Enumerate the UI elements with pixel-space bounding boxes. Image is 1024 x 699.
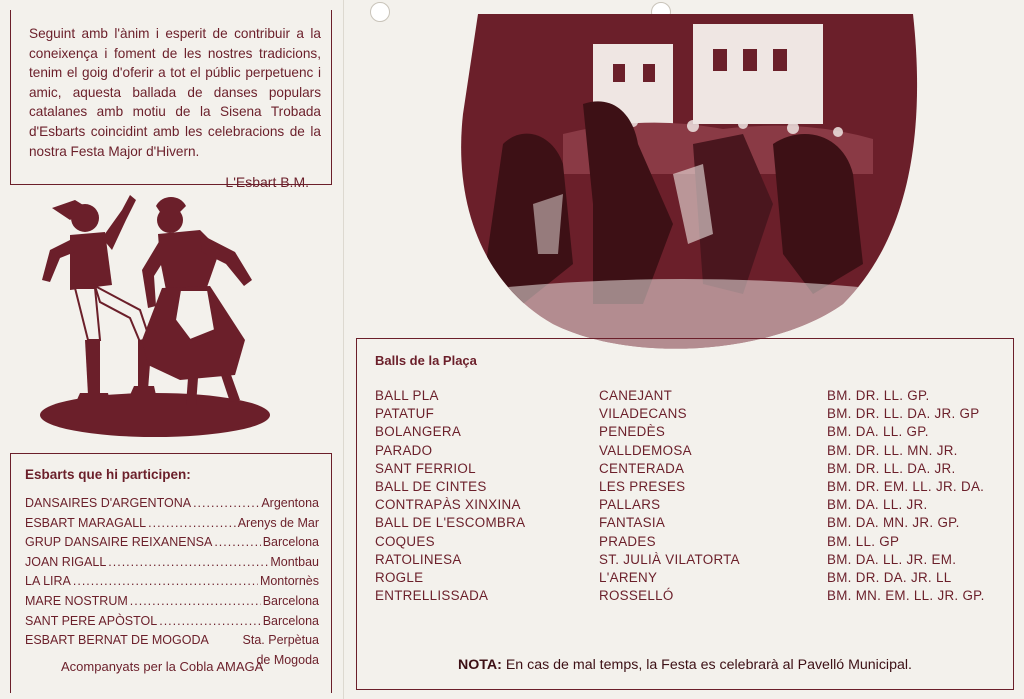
dancing-couple-illustration [30, 190, 270, 445]
dance-name: L'ARENY [599, 570, 658, 586]
dance-name: ROGLE [375, 570, 424, 586]
dance-name: PENEDÈS [599, 424, 666, 440]
participant-row [25, 572, 319, 592]
center-fold [343, 0, 344, 699]
intro-text: Seguint amb l'ànim i esperit de contribuir a la coneixença i foment de les nostres tradicions, tenim el goig d'oferir a tot el públic perpetuenc i amic, aquesta ballada de danses populars catalanes amb motiu de la Sisena Trobada d'Esbarts coincidint amb les celebracions de la nostra Festa Major d'Hivern. [29, 26, 321, 159]
note-text: En cas de mal temps, la Festa es celebrarà al Pavelló Municipal. [505, 657, 912, 673]
group-codes: BM. DR. DA. JR. LL [827, 570, 952, 586]
weather-note [357, 657, 1013, 673]
dances-title: Balls de la Plaça [375, 353, 477, 368]
punch-hole [370, 2, 390, 22]
group-codes: BM. DR. LL. GP. [827, 388, 930, 403]
female-dancer [142, 197, 252, 405]
dance-names-column-2 [599, 387, 740, 605]
group-codes: BM. DR. LL. DA. JR. GP [827, 406, 980, 422]
dance-name: COQUES [375, 533, 435, 549]
dance-name: PARADO [375, 442, 433, 458]
group-codes: BM. MN. EM. LL. JR. GP. [827, 588, 985, 604]
participant-row [25, 553, 319, 573]
group-place: Barcelona [262, 593, 319, 608]
group-place: Barcelona [262, 613, 319, 628]
note-label: NOTA: [458, 657, 502, 673]
dance-name: CENTERADA [599, 460, 685, 476]
group-place: Montornès [259, 574, 319, 589]
participant-row [25, 494, 319, 514]
group-codes: BM. DR. LL. MN. JR. [827, 442, 958, 458]
group-name: LA LIRA [25, 574, 71, 589]
dance-names-column-1 [375, 387, 525, 605]
dance-name: SANT FERRIOL [375, 460, 476, 476]
group-codes: BM. DA. MN. JR. GP. [827, 515, 960, 531]
dance-name: ST. JULIÀ VILATORTA [599, 551, 740, 567]
participants-title: Esbarts que hi participen: [25, 467, 191, 482]
group-codes: BM. LL. GP [827, 533, 900, 549]
dance-name: VILADECANS [599, 406, 687, 422]
group-codes: BM. DA. LL. JR. [827, 497, 928, 513]
group-codes-column [827, 387, 985, 605]
intro-box [10, 10, 332, 190]
dance-name: CONTRAPÀS XINXINA [375, 497, 521, 513]
accompaniment-text: Acompanyats per la Cobla AMAGA [61, 659, 264, 674]
group-name: ESBART BERNAT DE MOGODA [25, 633, 209, 648]
participants-box [10, 453, 332, 693]
group-codes: BM. DR. LL. DA. JR. [827, 460, 956, 476]
dance-name: ROSSELLÓ [599, 588, 674, 604]
dance-name: ENTRELLISSADA [375, 588, 489, 604]
group-codes: BM. DA. LL. GP. [827, 424, 929, 440]
dance-name: BALL PLA [375, 388, 439, 403]
dance-name: RATOLINESA [375, 551, 462, 567]
signature: L'Esbart B.M. [225, 174, 309, 190]
group-place: Sta. Perpètua [242, 633, 319, 648]
dance-name: BALL DE L'ESCOMBRA [375, 515, 526, 531]
group-place: Montbau [270, 554, 319, 569]
participant-row [25, 592, 319, 612]
dance-name: PATATUF [375, 406, 435, 422]
building [693, 24, 823, 124]
town-square-dance-illustration [443, 4, 923, 359]
group-place-continued: de Mogoda [256, 652, 319, 667]
dance-name: PALLARS [599, 497, 661, 513]
dance-name: FANTASIA [599, 515, 666, 531]
group-place: Barcelona [262, 535, 319, 550]
participant-row [25, 514, 319, 534]
dance-name: BOLANGERA [375, 424, 462, 440]
participant-row [25, 533, 319, 553]
group-name: DANSAIRES D'ARGENTONA [25, 496, 192, 510]
dance-name: PRADES [599, 533, 656, 549]
group-name: MARE NOSTRUM [25, 593, 128, 608]
participants-list [25, 494, 319, 670]
group-place: Argentona [261, 496, 319, 510]
group-name: SANT PERE APÒSTOL [25, 613, 158, 628]
group-name: ESBART MARAGALL [25, 515, 147, 530]
group-name: GRUP DANSAIRE REIXANENSA [25, 535, 213, 550]
group-name: JOAN RIGALL [25, 554, 107, 569]
participant-row [25, 612, 319, 632]
group-codes: BM. DR. EM. LL. JR. DA. [827, 479, 985, 495]
male-dancer [42, 195, 156, 402]
dances-box [356, 338, 1014, 690]
dance-name: LES PRESES [599, 479, 686, 495]
dance-name: BALL DE CINTES [375, 479, 487, 495]
group-codes: BM. DA. LL. JR. EM. [827, 551, 957, 567]
dance-name: VALLDEMOSA [599, 442, 692, 458]
dance-name: CANEJANT [599, 388, 673, 403]
participant-row [25, 631, 319, 651]
group-place: Arenys de Mar [237, 515, 319, 530]
